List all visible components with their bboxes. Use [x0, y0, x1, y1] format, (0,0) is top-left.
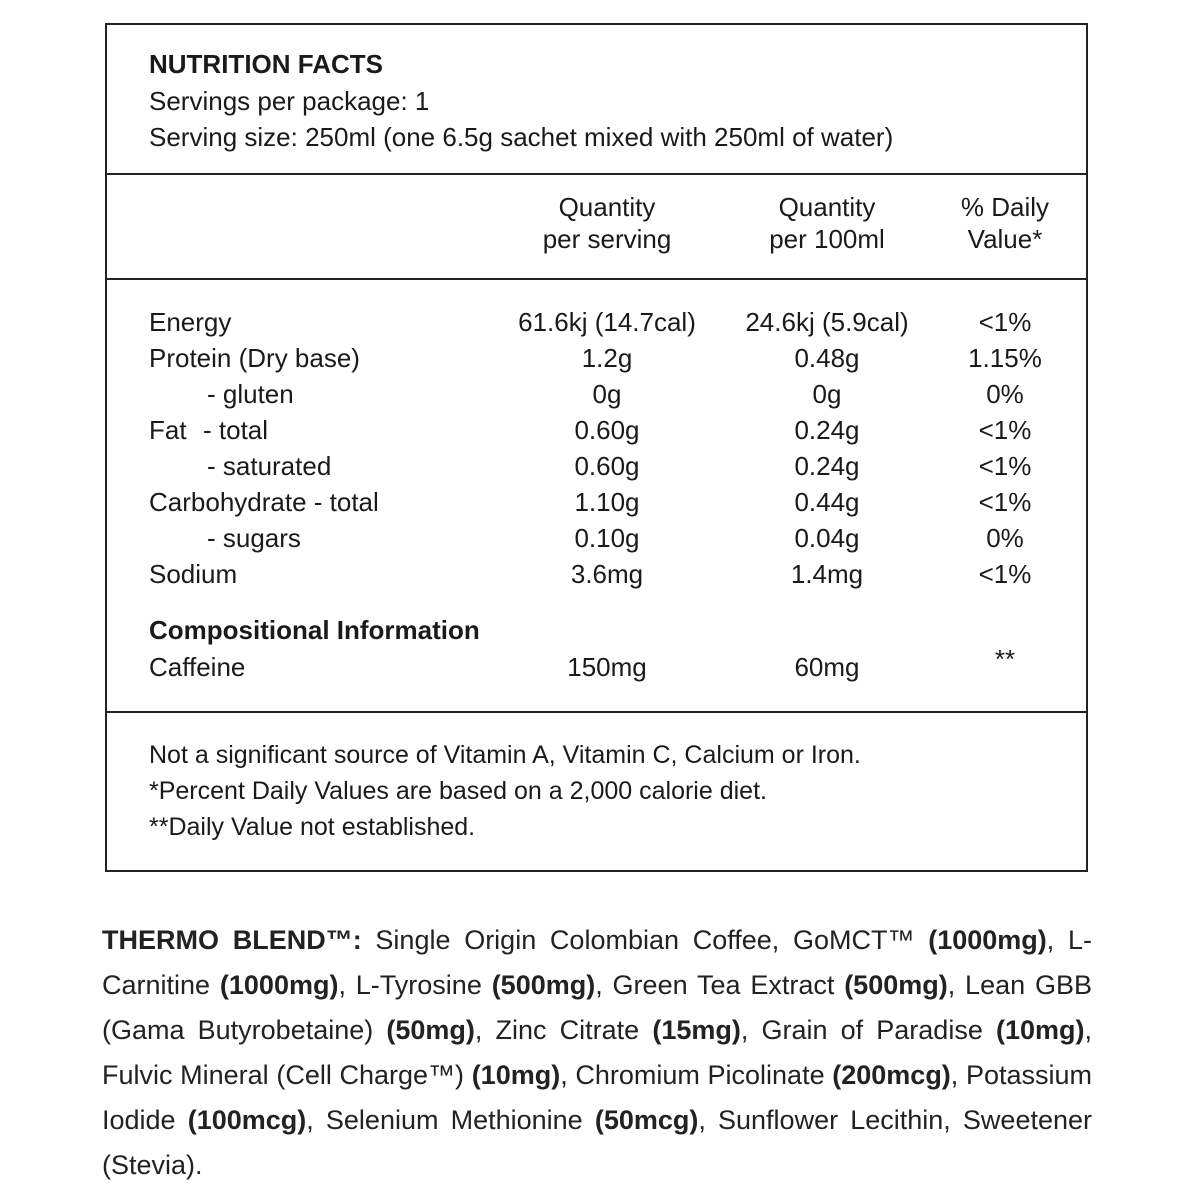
blend-dose: (50mg) — [386, 1015, 475, 1045]
nutrient-row-protein — [107, 340, 1086, 376]
blend-segment: , Chromium Picolinate — [560, 1060, 833, 1090]
serving-size: Serving size: 250ml (one 6.5g sachet mixed with 250ml of water) — [149, 122, 894, 152]
nutrient-label: Sodium — [149, 559, 238, 589]
per-100ml-value: 1.4mg — [790, 559, 864, 589]
blend-dose: (500mg) — [844, 970, 948, 1000]
column-header-per-serving-line1: Quantity — [558, 192, 656, 222]
divider-notes — [107, 711, 1086, 713]
daily-value: <1% — [978, 415, 1032, 445]
blend-dose: (1000mg) — [219, 970, 339, 1000]
per-100ml-value: 0.24g — [794, 451, 860, 481]
divider-header — [107, 173, 1086, 175]
daily-value: <1% — [978, 487, 1032, 517]
nutrient-row-saturated — [107, 448, 1086, 484]
per-100ml-value: 24.6kj (5.9cal) — [745, 307, 909, 337]
per-100ml-value: 60mg — [794, 652, 860, 682]
per-serving-value: 0.60g — [574, 451, 640, 481]
blend-dose: (500mg) — [491, 970, 596, 1000]
per-serving-value: 3.6mg — [570, 559, 644, 589]
nutrient-label: Fat — [149, 415, 187, 445]
blend-segment: , Zinc Citrate — [474, 1015, 653, 1045]
nutrient-sublabel: - total — [203, 415, 269, 445]
blend-segment: , Potassium Iodide — [102, 1060, 1092, 1135]
compositional-row-caffeine — [107, 644, 1086, 685]
compositional-label: Caffeine — [149, 652, 246, 682]
per-100ml-value: 0.48g — [794, 343, 860, 373]
per-serving-value: 150mg — [567, 652, 647, 682]
daily-value: 0% — [986, 523, 1024, 553]
compositional-information-title: Compositional Information — [149, 615, 480, 645]
blend-dose: (50mcg) — [594, 1105, 699, 1135]
thermo-blend-ingredients — [102, 918, 1092, 1188]
footnote-not-significant: Not a significant source of Vitamin A, Vitamin C, Calcium or Iron. — [149, 741, 861, 769]
column-header-daily-value — [915, 191, 1095, 255]
column-header-daily-value-line1: % Daily — [960, 192, 1050, 222]
divider-columns — [107, 278, 1086, 280]
blend-segment: , Green Tea Extract — [595, 970, 845, 1000]
nutrient-label: - saturated — [207, 451, 332, 481]
nutrition-facts-title: NUTRITION FACTS — [149, 49, 383, 79]
column-header-per-serving-line2: per serving — [542, 224, 672, 254]
column-header-daily-value-line2: Value* — [967, 224, 1043, 254]
blend-segment: Single Origin Colombian Coffee, GoMCT™ — [361, 925, 929, 955]
footnote-percent-daily: *Percent Daily Values are based on a 2,000 calorie diet. — [149, 777, 767, 805]
blend-segment: , Selenium Methionine — [306, 1105, 595, 1135]
nutrient-label: - sugars — [207, 523, 301, 553]
blend-segment: , Grain of Paradise — [740, 1015, 996, 1045]
nutrient-row-sodium — [107, 556, 1086, 592]
daily-value: ** — [994, 644, 1016, 674]
column-header-per-100ml-line2: per 100ml — [769, 224, 885, 254]
nutrition-facts-panel — [105, 23, 1088, 872]
blend-dose: (100mcg) — [187, 1105, 307, 1135]
nutrient-label: Energy — [149, 307, 232, 337]
nutrient-label: Carbohydrate - total — [149, 487, 379, 517]
per-serving-value: 1.10g — [574, 487, 640, 517]
nutrient-row-carbohydrate — [107, 484, 1086, 520]
blend-dose: (10mg) — [471, 1060, 561, 1090]
blend-segment: , Lean GBB (Gama Butyrobetaine) — [102, 970, 1092, 1045]
per-serving-value: 0.10g — [574, 523, 640, 553]
per-100ml-value: 0.04g — [794, 523, 860, 553]
nutrient-label: - gluten — [207, 379, 294, 409]
daily-value: <1% — [978, 451, 1032, 481]
blend-segment: , Fulvic Mineral (Cell Charge™) — [102, 1015, 1092, 1090]
blend-dose: (200mcg) — [832, 1060, 951, 1090]
column-header-per-100ml-line1: Quantity — [778, 192, 876, 222]
column-header-per-serving — [497, 191, 717, 255]
column-header-per-100ml — [717, 191, 937, 255]
daily-value: 1.15% — [968, 343, 1042, 373]
daily-value: 0% — [986, 379, 1024, 409]
blend-dose: (10mg) — [995, 1015, 1085, 1045]
per-100ml-value: 0.24g — [794, 415, 860, 445]
nutrient-row-gluten — [107, 376, 1086, 412]
per-serving-value: 1.2g — [581, 343, 633, 373]
per-serving-value: 61.6kj (14.7cal) — [518, 307, 696, 337]
blend-segment: , L-Tyrosine — [338, 970, 492, 1000]
nutrient-row-energy — [107, 304, 1086, 340]
blend-segment: , L-Carnitine — [102, 925, 1093, 1000]
footnote-not-established: **Daily Value not established. — [149, 813, 476, 841]
per-serving-value: 0.60g — [574, 415, 640, 445]
per-serving-value: 0g — [592, 379, 622, 409]
per-100ml-value: 0g — [812, 379, 842, 409]
daily-value: <1% — [978, 307, 1032, 337]
blend-segment: , Sunflower Lecithin, Sweetener (Stevia). — [102, 1105, 1093, 1180]
thermo-blend-title: THERMO BLEND™: — [102, 925, 362, 955]
blend-dose: (15mg) — [652, 1015, 741, 1045]
nutrient-row-sugars — [107, 520, 1086, 556]
daily-value: <1% — [978, 559, 1032, 589]
servings-per-package: Servings per package: 1 — [149, 86, 430, 116]
per-100ml-value: 0.44g — [794, 487, 860, 517]
blend-dose: (1000mg) — [928, 925, 1047, 955]
nutrient-label: Protein (Dry base) — [149, 343, 360, 373]
nutrient-row-fat-total — [107, 412, 1086, 448]
